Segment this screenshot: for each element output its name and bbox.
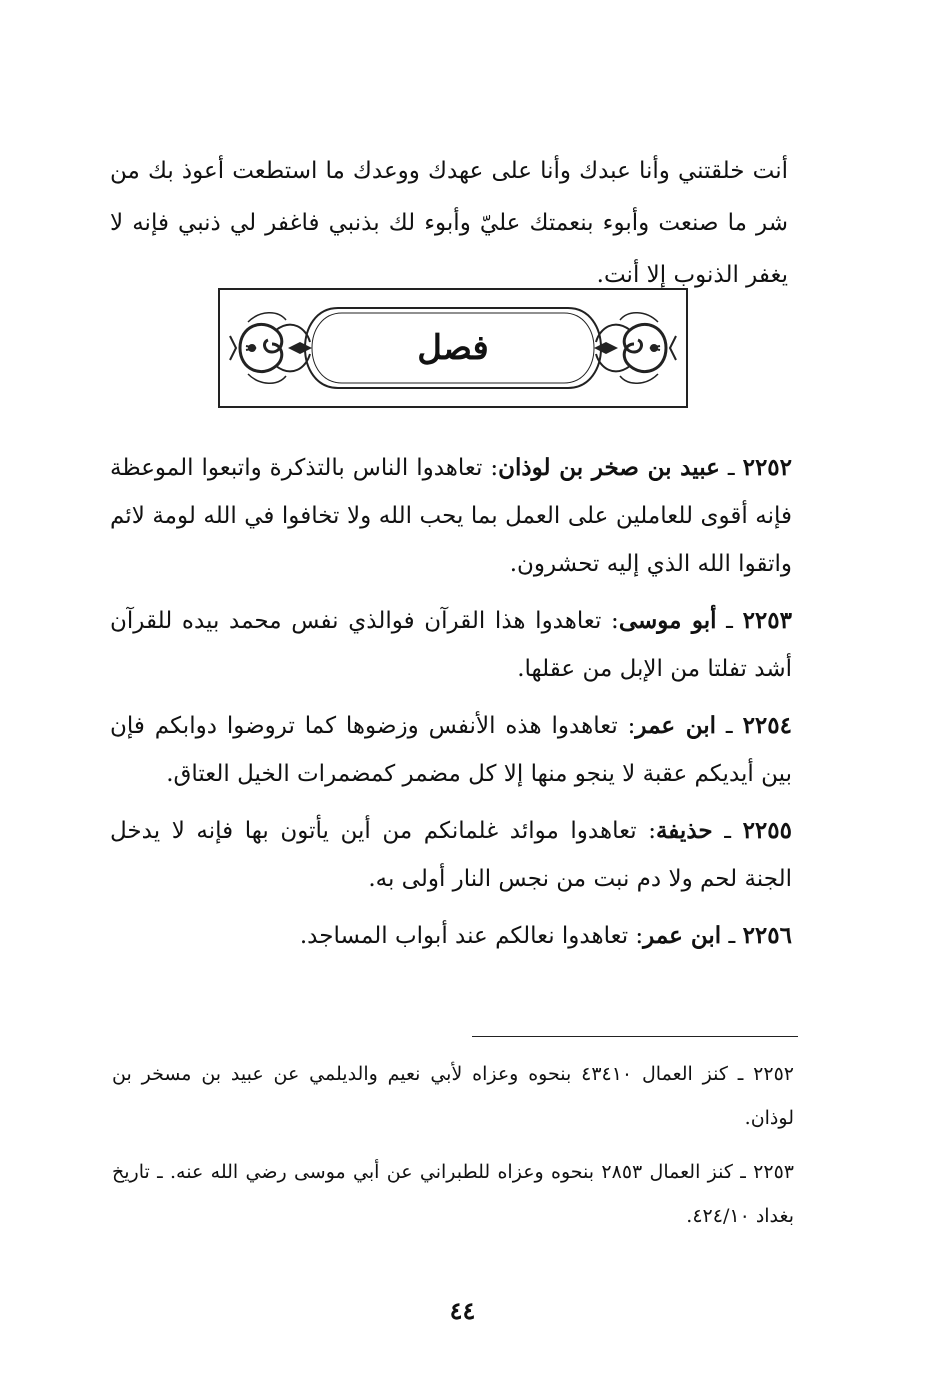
entry-text: تعاهدوا نعالكم عند أبواب المساجد.: [299, 923, 629, 949]
section-heading-frame: [218, 288, 688, 408]
entry-text: تعاهدوا موائد غلمانكم من أين يأتون بها فإنه لا يدخل الجنة لحم ولا دم نبت من نجس النار أولى به.: [110, 818, 792, 892]
section-heading-title: فصل: [417, 328, 489, 368]
narrator-name: أبو موسى: [618, 607, 717, 634]
narrations-list: [110, 444, 792, 969]
narrator-name: ابن عمر: [643, 922, 722, 949]
narrator-name: عبيد بن صخر بن لوذان: [498, 454, 720, 481]
entry-number: ٢٢٥٢: [742, 454, 793, 481]
entry-number: ٢٢٥٥: [742, 817, 792, 844]
entry-number: ٢٢٥٣: [742, 607, 792, 634]
narrator-name: ابن عمر: [635, 712, 717, 739]
entry-number: ٢٢٥٤: [742, 712, 792, 739]
entry-text: تعاهدوا هذا القرآن فوالذي نفس محمد بيده للقرآن أشد تفلتا من الإبل من عقلها.: [110, 608, 792, 682]
narration-entry: ٢٢٥٥ ـ حذيفة: تعاهدوا موائد غلمانكم من أين يأتون بها فإنه لا يدخل الجنة لحم ولا دم نبت من نجس النار أولى به.: [110, 817, 792, 892]
footnote: ٢٢٥٢ ـ كنز العمال ٤٣٤١٠ بنحوه وعزاه لأبي نعيم والديلمي عن عبيد بن مسخر بن لوذان.: [112, 1063, 794, 1129]
footnote-divider: [472, 1036, 798, 1037]
intro-paragraph: أنت خلقتني وأنا عبدك وأنا على عهدك ووعدك ما استطعت أعوذ بك من شر ما صنعت وأبوء بنعمتك عليّ وأبوء لك بذنبي فاغفر لي ذنبي فإنه لا يغفر الذنوب إلا أنت.: [110, 158, 788, 288]
entry-number: ٢٢٥٦: [742, 922, 792, 949]
narrator-name: حذيفة: [655, 817, 713, 844]
narration-entry: ٢٢٥٣ ـ أبو موسى: تعاهدوا هذا القرآن فوالذي نفس محمد بيده للقرآن أشد تفلتا من الإبل من عقلها.: [110, 607, 792, 682]
entry-text: تعاهدوا هذه الأنفس وزضوها كما تروضوا دوابكم فإن بين أيديكم عقبة لا ينجو منها إلا كل مضمر كمضمرات الخيل العتاق.: [110, 713, 792, 787]
footnotes: [112, 1052, 794, 1248]
narration-entry: ٢٢٥٦ ـ ابن عمر: تعاهدوا نعالكم عند أبواب المساجد.: [299, 922, 792, 949]
entry-text: تعاهدوا الناس بالتذكرة واتبعوا الموعظة فإنه أقوى للعاملين على العمل بما يحب الله ولا تخافوا في الله لومة لائم واتقوا الله الذي إليه تحشرون.: [110, 455, 792, 577]
footnote: ٢٢٥٣ ـ كنز العمال ٢٨٥٣ بنحوه وعزاه للطبراني عن أبي موسى رضي الله عنه. ـ تاريخ بغداد ٤٢٤/١٠.: [112, 1161, 794, 1227]
page-number: ٤٤: [449, 1296, 476, 1325]
narration-entry: ٢٢٥٢ ـ عبيد بن صخر بن لوذان: تعاهدوا الناس بالتذكرة واتبعوا الموعظة فإنه أقوى للعاملين على العمل بما يحب الله ولا تخافوا في الله لومة لائم واتقوا الله الذي إليه تحشرون.: [110, 454, 793, 577]
narration-entry: ٢٢٥٤ ـ ابن عمر: تعاهدوا هذه الأنفس وزضوها كما تروضوا دوابكم فإن بين أيديكم عقبة لا ينجو منها إلا كل مضمر كمضمرات الخيل العتاق.: [110, 712, 792, 787]
